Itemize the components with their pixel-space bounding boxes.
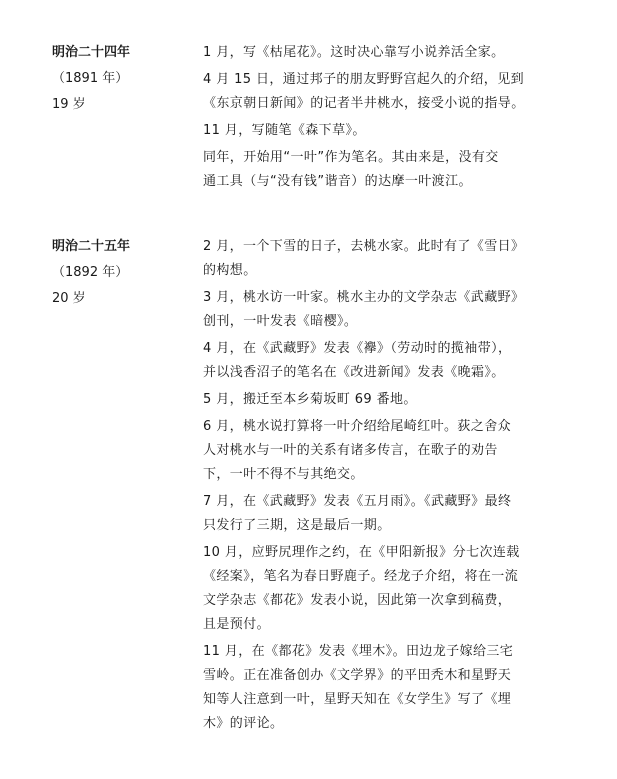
era-column [52,234,182,312]
entry-line: 3 月，桃水访一叶家。桃水主办的文学杂志《武藏野》 [203,290,525,305]
entries-column [203,41,569,197]
author-age: 20 岁 [52,291,86,306]
entry [203,640,569,736]
entry-line: 同年，开始用“一叶”作为笔名。其由来是，没有交 [203,150,499,165]
entry-line: 11 月，写随笔《森下草》。 [203,123,366,138]
entry-line: 的构想。 [203,263,257,278]
entry-line: 5 月，搬迁至本乡菊坂町 69 番地。 [203,392,417,407]
entry-line: 且是预付。 [203,617,271,632]
entry-line: 1 月，写《枯尾花》。这时决心靠写小说养活全家。 [203,45,505,60]
entry [203,541,569,637]
entry-line: 木》的评论。 [203,716,284,731]
era-column [52,40,182,118]
entry [203,119,569,143]
entry-line: 文学杂志《都花》发表小说，因此第一次拿到稿费， [203,593,512,608]
entry-line: 雪岭。正在准备创办《文学界》的平田秃木和星野天 [203,668,512,683]
entry-line: 11 月，在《都花》发表《埋木》。田边龙子嫁给三宅 [203,644,514,659]
entry-line: 7 月，在《武藏野》发表《五月雨》。《武藏野》最终 [203,494,512,509]
entry-line: 人对桃水与一叶的关系有诸多传言，在歌子的劝告 [203,443,498,458]
entry [203,337,569,385]
era-name: 明治二十四年 [52,45,131,60]
entry-line: 6 月，桃水说打算将一叶介绍给尾崎红叶。荻之舍众 [203,419,512,434]
entry-line: 知等人注意到一叶，星野天知在《女学生》写了《埋 [203,692,512,707]
entry [203,286,569,334]
entry-line: 《经案》，笔名为春日野鹿子。经龙子介绍，将在一流 [203,569,519,584]
author-age: 19 岁 [52,97,86,112]
entry-line: 创刊，一叶发表《暗樱》。 [203,314,358,329]
era-name: 明治二十五年 [52,239,131,254]
entry-line: 只发行了三期，这是最后一期。 [203,518,391,533]
entry-line: 下，一叶不得不与其绝交。 [203,467,364,482]
entry [203,235,569,283]
entry [203,146,569,194]
entry [203,41,569,65]
entry-line: 并以浅香沼子的笔名在《改进新闻》发表《晚霜》。 [203,365,505,380]
entry-line: 4 月，在《武藏野》发表《襷》（劳动时的揽袖带）， [203,341,512,356]
gregorian-year: （1891 年） [52,71,129,86]
entry-line: 10 月，应野尻理作之约，在《甲阳新报》分七次连载 [203,545,520,560]
entry-line: 2 月，一个下雪的日子，去桃水家。此时有了《雪日》 [203,239,525,254]
entry-line: 《东京朝日新闻》的记者半井桃水，接受小说的指导。 [203,96,525,111]
entry-line: 通工具（与“没有钱”谐音）的达摩一叶渡江。 [203,174,472,189]
entry [203,68,569,116]
entry [203,388,569,412]
entry [203,415,569,487]
entry-line: 4 月 15 日，通过邦子的朋友野野宫起久的介绍，见到 [203,72,525,87]
gregorian-year: （1892 年） [52,265,129,280]
entries-column [203,235,569,739]
entry [203,490,569,538]
